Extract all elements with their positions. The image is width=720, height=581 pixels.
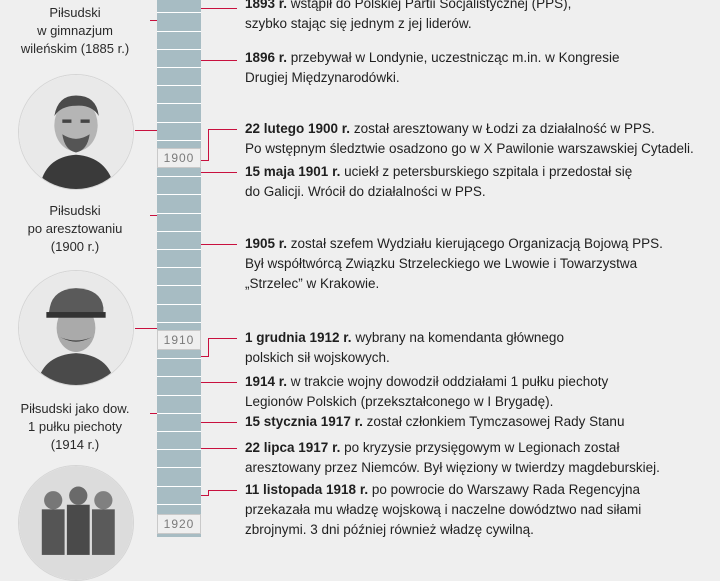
portrait-soldier-icon xyxy=(19,271,133,385)
caption-connector xyxy=(135,328,157,329)
year-tick xyxy=(157,267,201,268)
event-connector xyxy=(208,338,209,357)
year-tick xyxy=(157,304,201,305)
decade-label-1910: 1910 xyxy=(157,330,201,350)
year-tick xyxy=(157,449,201,450)
year-tick xyxy=(157,85,201,86)
event-1905: 1905 r. został szefem Wydziału kierującego Organizacją Bojową PPS. Był współtwórcą Związku Strzeleckiego we Lwowie i Towarzystwa „Strzelec” w Krakowie. xyxy=(245,236,663,291)
year-tick xyxy=(157,49,201,50)
event-connector xyxy=(201,244,237,245)
event-connector xyxy=(201,448,237,449)
caption-connector xyxy=(150,20,157,21)
year-tick xyxy=(157,194,201,195)
year-tick xyxy=(157,213,201,214)
year-tick xyxy=(157,67,201,68)
portrait-group xyxy=(18,465,134,581)
timeline-bar xyxy=(157,0,201,537)
year-tick xyxy=(157,249,201,250)
portrait-1900 xyxy=(18,74,134,190)
portrait-1914 xyxy=(18,270,134,386)
caption-commander: Piłsudski jako dow. 1 pułku piechoty (1914 r.) xyxy=(20,401,130,452)
year-tick xyxy=(157,176,201,177)
event-connector xyxy=(208,129,209,161)
caption-connector xyxy=(150,413,157,414)
event-1901: 15 maja 1901 r. uciekł z petersburskiego szpitala i przedostał się do Galicji. Wrócił do działalności w PPS. xyxy=(245,164,633,199)
event-1912: 1 grudnia 1912 r. wybrany na komendanta głównego polskich sił wojskowych. xyxy=(245,330,564,365)
caption-connector xyxy=(135,130,157,131)
caption-arrest: Piłsudski po aresztowaniu (1900 r.) xyxy=(27,203,123,254)
year-tick xyxy=(157,431,201,432)
portrait-man-icon xyxy=(19,75,133,189)
event-connector xyxy=(201,8,237,9)
event-1918: 11 listopada 1918 r. po powrocie do Warszawy Rada Regencyjna przekazała mu władzę wojskową i naczelne dowództwo nad siłami zbrojnymi. 3 dni później również władzę cywilną. xyxy=(245,482,642,537)
year-tick xyxy=(157,12,201,13)
decade-label-1900: 1900 xyxy=(157,148,201,168)
year-tick xyxy=(157,140,201,141)
year-tick xyxy=(157,285,201,286)
year-tick xyxy=(157,231,201,232)
caption-gymnasium: Piłsudski w gimnazjum wileńskim (1885 r.) xyxy=(20,5,130,56)
event-1917-july: 22 lipca 1917 r. po kryzysie przysięgowym w Legionach został aresztowany przez Niemców. Był więziony w twierdzy magdeburskiej. xyxy=(245,440,660,475)
year-tick xyxy=(157,504,201,505)
caption-connector xyxy=(150,215,157,216)
event-connector xyxy=(208,490,237,491)
event-connector xyxy=(201,172,237,173)
year-tick xyxy=(157,103,201,104)
year-tick xyxy=(157,376,201,377)
year-tick xyxy=(157,31,201,32)
event-connector xyxy=(208,338,237,339)
event-1893: 1893 r. wstąpił do Polskiej Partii Socjalistycznej (PPS), szybko stając się jednym z jej liderów. xyxy=(245,0,572,31)
year-tick xyxy=(157,358,201,359)
event-1900: 22 lutego 1900 r. został aresztowany w Łodzi za działalność w PPS. Po wstępnym śledztwie osadzono go w X Pawilonie warszawskiej Cytadeli. xyxy=(245,121,694,156)
event-1917-january: 15 stycznia 1917 r. został członkiem Tymczasowej Rady Stanu xyxy=(245,414,625,429)
event-connector xyxy=(201,382,237,383)
year-tick xyxy=(157,122,201,123)
event-connector xyxy=(201,422,237,423)
event-1914: 1914 r. w trakcie wojny dowodził oddziałami 1 pułku piechoty Legionów Polskich (przekształconego w I Brygadę). xyxy=(245,374,609,409)
year-tick xyxy=(157,486,201,487)
year-tick xyxy=(157,467,201,468)
year-tick xyxy=(157,395,201,396)
year-tick xyxy=(157,413,201,414)
event-connector xyxy=(201,60,237,61)
decade-label-1920: 1920 xyxy=(157,514,201,534)
event-connector xyxy=(208,129,237,130)
year-tick xyxy=(157,322,201,323)
portrait-group-icon xyxy=(19,466,133,580)
event-1896: 1896 r. przebywał w Londynie, uczestnicząc m.in. w Kongresie Drugiej Międzynarodówki. xyxy=(245,50,620,85)
